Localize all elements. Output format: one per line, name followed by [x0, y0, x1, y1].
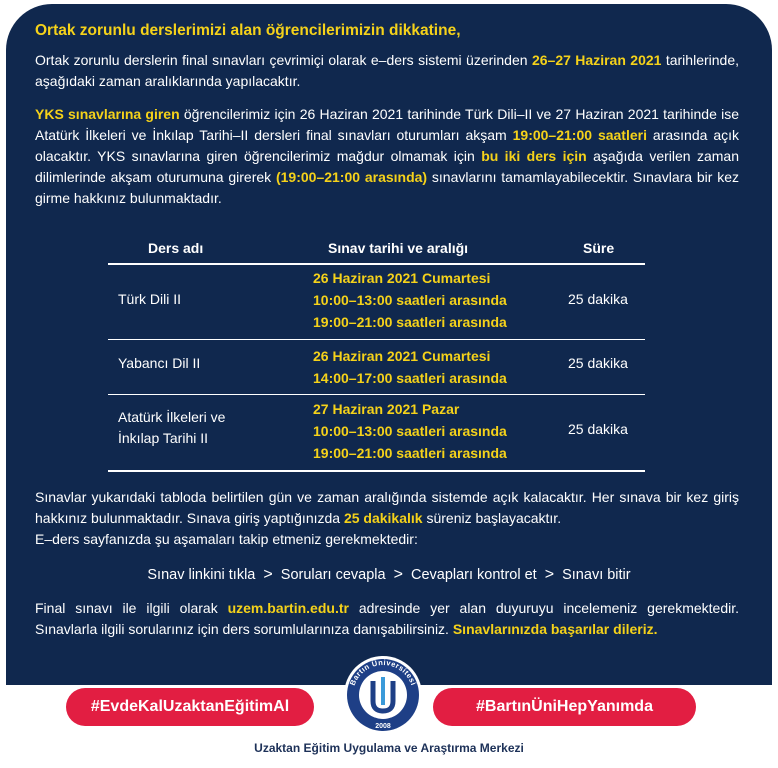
hashtag-bartin-badge: #BartınÜniHepYanımda [433, 688, 696, 726]
hashtag-evdekal-badge: #EvdeKalUzaktanEğitimAl [66, 688, 314, 726]
table-row-dates: 26 Haziran 2021 Cumartesi 10:00–13:00 saatleri arasında 19:00–21:00 saatleri arasında [313, 270, 507, 330]
table-row-course: Yabancı Dil II [118, 355, 201, 371]
table-row-dates: 26 Haziran 2021 Cumartesi 14:00–17:00 saatleri arasında [313, 348, 507, 386]
step-item: Sınav linkini tıkla [147, 567, 256, 583]
exam-dates-highlight: 26–27 Haziran 2021 [531, 52, 662, 68]
footer-center-name: Uzaktan Eğitim Uygulama ve Araştırma Merkezi [254, 741, 524, 755]
step-arrow-icon: > [393, 566, 403, 583]
step-item: Sınavı bitir [562, 567, 631, 583]
row-divider [108, 339, 645, 340]
instructions-paragraph: Sınavlar yukarıdaki tabloda belirtilen gün ve zaman aralığında sistemde açık kalacaktır. Her sınava bir kez giriş hakkınız bulunmaktadır. Sınava giriş yaptığınızda 25 dakikalık süreniz başlayacaktır. E–ders sayfanızda şu aşamaları takip etmeniz gerekmektedir: [35, 489, 739, 547]
university-logo [329, 655, 437, 735]
table-row-dates: 27 Haziran 2021 Pazar 10:00–13:00 saatleri arasında 19:00–21:00 saatleri arasında [313, 401, 507, 461]
column-header-course: Ders adı [148, 240, 204, 256]
exam-steps [0, 566, 778, 584]
table-row-course: Türk Dili II [118, 291, 181, 307]
uzem-link[interactable]: uzem.bartin.edu.tr [227, 600, 349, 616]
logo-arc-text: Bartın Üniversitesi [347, 657, 419, 687]
column-header-date: Sınav tarihi ve aralığı [328, 240, 469, 256]
step-item: Cevapları kontrol et [410, 567, 537, 583]
logo-year: 2008 [375, 723, 391, 730]
table-row-duration: 25 dakika [568, 291, 628, 307]
row-divider [108, 394, 645, 395]
yks-paragraph: YKS sınavlarına giren öğrencilerimiz için 26 Haziran 2021 tarihinde Türk Dili–II ve 27 Haziran 2021 tarihinde ise Atatürk İlkeleri ve İnkılap Tarihi–II dersleri final sınavları oturumları akşam 19:00–21:00 saatleri arasında açık olacaktır. YKS sınavlarına giren öğrencilerimiz mağdur olmamak için bu iki ders için aşağıda verilen zaman dilimlerinde akşam oturumuna girerek (19:00–21:00 arasında) sınavlarını tamamlayabilecektir. Sınavlara bir kez girme hakkınız bulunmaktadır. [35, 106, 739, 206]
table-row-duration: 25 dakika [568, 355, 628, 371]
announcement-heading: Ortak zorunlu derslerimizi alan öğrencilerimizin dikkatine, [35, 22, 461, 39]
step-item: Soruları cevapla [280, 567, 386, 583]
table-bottom-rule [108, 470, 645, 472]
intro-paragraph: Ortak zorunlu derslerin final sınavları çevrimiçi olarak e–ders sistemi üzerinden 26–27 Haziran 2021 tarihlerinde, aşağıdaki zaman aralıklarında yapılacaktır. [35, 52, 739, 89]
table-row-course: Atatürk İlkeleri ve İnkılap Tarihi II [118, 409, 226, 446]
closing-paragraph: Final sınavı ile ilgili olarak uzem.bartin.edu.tr adresinde yer alan duyuruyu incelemeniz gerekmektedir. Sınavlarla ilgili sorularınız için ders sorumlularınıza danışabilirsiniz. Sınavlarınızda başarılar dileriz. [35, 600, 739, 637]
step-arrow-icon: > [544, 566, 555, 583]
header-rule [108, 263, 645, 265]
column-header-duration: Süre [583, 240, 615, 256]
step-arrow-icon: > [263, 566, 273, 583]
table-row-duration: 25 dakika [568, 421, 628, 437]
